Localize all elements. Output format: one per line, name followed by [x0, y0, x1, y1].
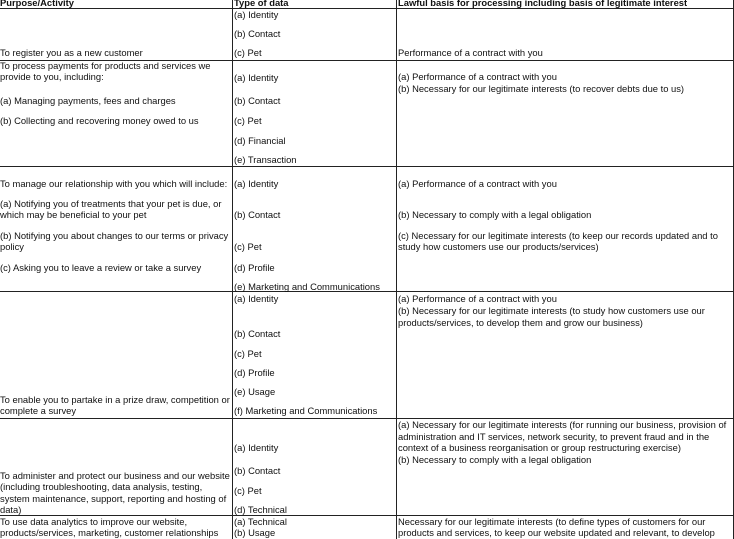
- basis-line: (a) Necessary for our legitimate interests (for running our business, provision of: [398, 419, 727, 430]
- basis-line: (b) Necessary for our legitimate interests (to study how customers use our: [398, 305, 705, 316]
- type-line: (e) Marketing and Communications: [234, 281, 380, 292]
- basis-line: administration and IT services, network security, to prevent fraud and in the: [398, 431, 710, 442]
- type-line: (b) Contact: [234, 465, 281, 476]
- header-type: Type of data: [234, 0, 289, 8]
- basis-line: products and services, to keep our website updated and relevant, to develop: [398, 527, 715, 538]
- basis-line: (b) Necessary for our legitimate interests (to recover debts due to us): [398, 83, 685, 94]
- type-line: (c) Pet: [234, 348, 262, 359]
- basis-line: (b) Necessary to comply with a legal obligation: [398, 454, 592, 465]
- type-line: (b) Contact: [234, 209, 281, 220]
- purpose-line: system maintenance, support, reporting and hosting of: [0, 493, 227, 504]
- type-line: (a) Identity: [234, 293, 279, 304]
- type-line: (a) Identity: [234, 72, 279, 83]
- type-line: (b) Contact: [234, 28, 281, 39]
- type-line: (e) Transaction: [234, 154, 297, 165]
- purpose-line: products/services, marketing, customer relationships: [0, 527, 219, 538]
- basis-line: (c) Necessary for our legitimate interests (to keep our records updated and to: [398, 230, 718, 241]
- purpose-line: To administer and protect our business and our website: [0, 470, 230, 481]
- header-basis: Lawful basis for processing including basis of legitimate interest: [398, 0, 688, 8]
- purpose-line: (c) Asking you to leave a review or take a survey: [0, 262, 202, 273]
- type-line: (d) Profile: [234, 262, 275, 273]
- purpose-line: (including troubleshooting, data analysis, testing,: [0, 481, 203, 492]
- basis-line: Necessary for our legitimate interests (to define types of customers for our: [398, 516, 706, 527]
- type-line: (d) Technical: [234, 504, 287, 515]
- type-line: (a) Technical: [234, 516, 287, 527]
- purpose-line: (b) Notifying you about changes to our terms or privacy: [0, 230, 229, 241]
- column-divider: [396, 0, 397, 539]
- type-line: (d) Financial: [234, 135, 286, 146]
- purpose-line: provide to you, including:: [0, 71, 104, 82]
- type-line: (b) Contact: [234, 95, 281, 106]
- purpose-line: data): [0, 504, 22, 515]
- purpose-line: To process payments for products and services we: [0, 60, 211, 71]
- type-line: (a) Identity: [234, 442, 279, 453]
- basis-line: (a) Performance of a contract with you: [398, 178, 557, 189]
- purpose-line: To register you as a new customer: [0, 47, 143, 58]
- basis-line: study how customers use our products/services): [398, 241, 599, 252]
- type-line: (b) Contact: [234, 328, 281, 339]
- type-line: (b) Usage: [234, 527, 276, 538]
- purpose-line: policy: [0, 241, 24, 252]
- basis-line: (b) Necessary to comply with a legal obligation: [398, 209, 592, 220]
- type-line: (c) Pet: [234, 241, 262, 252]
- purpose-line: (a) Managing payments, fees and charges: [0, 95, 176, 106]
- basis-line: Performance of a contract with you: [398, 47, 543, 58]
- purpose-line: which may be beneficial to your pet: [0, 209, 147, 220]
- type-line: (d) Profile: [234, 367, 275, 378]
- type-line: (e) Usage: [234, 386, 276, 397]
- type-line: (c) Pet: [234, 485, 262, 496]
- row-divider: [0, 166, 734, 167]
- type-line: (a) Identity: [234, 9, 279, 20]
- basis-line: (a) Performance of a contract with you: [398, 293, 557, 304]
- basis-line: products/services, to develop them and grow our business): [398, 317, 643, 328]
- purpose-line: (a) Notifying you of treatments that your pet is due, or: [0, 198, 222, 209]
- basis-line: (a) Performance of a contract with you: [398, 71, 557, 82]
- purpose-line: To use data analytics to improve our website,: [0, 516, 188, 527]
- column-divider: [232, 0, 233, 539]
- type-line: (a) Identity: [234, 178, 279, 189]
- purpose-line: complete a survey: [0, 405, 77, 416]
- header-purpose: Purpose/Activity: [0, 0, 74, 8]
- type-line: (c) Pet: [234, 115, 262, 126]
- type-line: (f) Marketing and Communications: [234, 405, 378, 416]
- purpose-line: (b) Collecting and recovering money owed to us: [0, 115, 199, 126]
- purpose-line: To manage our relationship with you which will include:: [0, 178, 228, 189]
- basis-line: context of a business reorganisation or group restructuring exercise): [398, 442, 681, 453]
- purpose-line: To enable you to partake in a prize draw, competition or: [0, 394, 230, 405]
- type-line: (c) Pet: [234, 47, 262, 58]
